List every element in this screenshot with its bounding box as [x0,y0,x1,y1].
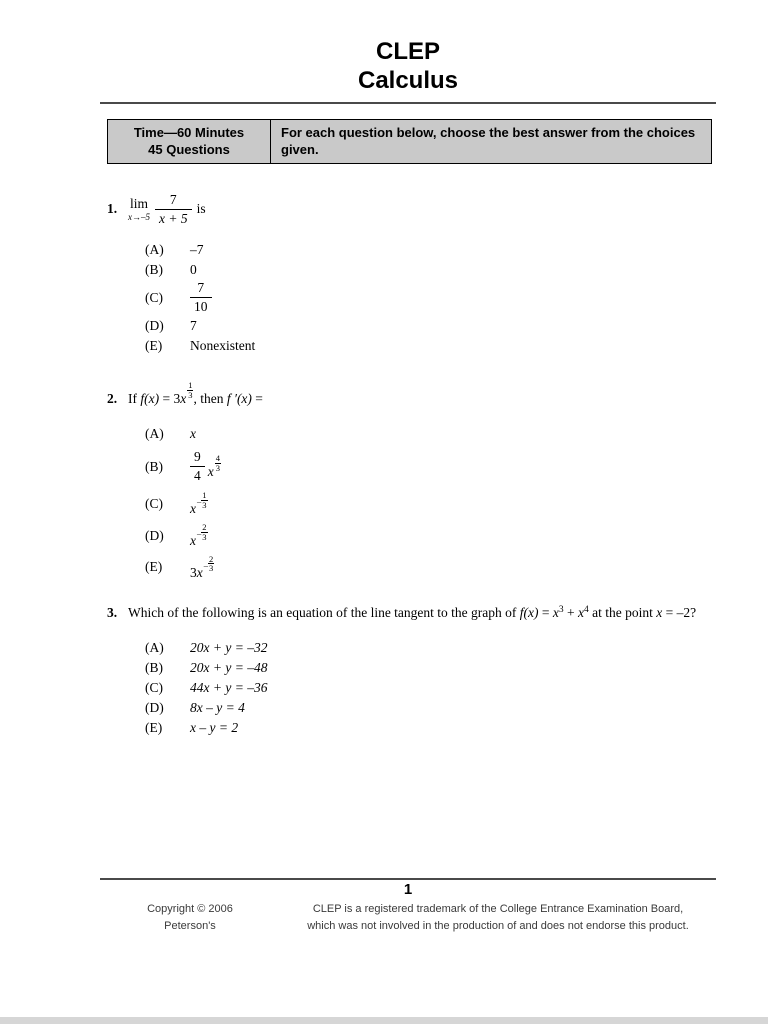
choice-row-c [145,491,738,517]
choice-value: 8x – y = 4 [190,699,245,715]
function-notation: f(x) [140,391,160,407]
choice-row-d [145,523,738,549]
function-notation: f(x) [519,605,539,621]
exponent-fraction [215,454,221,473]
stem-text: = [251,391,263,407]
mini-fraction [201,523,207,542]
instructions-text: For each question below, choose the best answer from the choices given. [281,124,696,158]
power-term [208,454,221,480]
stem-text: at the point [588,605,657,621]
page-footer [0,878,768,934]
exponent-numerator: 1 [202,489,207,500]
variable-x: x [578,605,585,621]
choice-row-e [145,555,738,581]
choice-value: 20x + y = –32 [190,639,268,655]
fraction-denominator: 4 [194,468,201,484]
stem-tail-text: is [196,201,206,217]
variable-x: x [552,605,559,621]
stem-text: Which of the following is an equation of the line tangent to the graph of [128,605,520,621]
exponent-numerator: 1 [188,380,193,391]
choice-value: 7 [190,317,197,333]
variable-x: x [196,564,203,580]
mini-fraction [201,491,207,510]
question-2-stem [107,381,738,411]
question-3-choices [145,638,738,737]
choice-label: (A) [145,639,164,655]
variable-x: x [190,500,196,516]
time-and-count-cell [108,120,271,163]
fraction-denominator: 10 [194,299,208,315]
choice-value: Nonexistent [190,337,256,353]
question-1-number: 1. [107,201,118,217]
question-2-number: 2. [107,391,118,407]
question-3 [107,602,738,737]
scan-bottom-edge [0,1017,768,1024]
trademark-block [280,901,716,934]
lim-subscript: x→–5 [128,211,150,222]
question-3-stem [107,602,738,625]
exponent-numerator: 2 [209,553,214,564]
choice-value [190,523,208,549]
title-line-2: Calculus [357,66,459,94]
choice-row-c [145,280,738,315]
choice-label: (B) [145,659,163,675]
choice-row-b [145,449,738,484]
fraction-numerator: 7 [155,192,192,210]
publisher-line: Peterson's [164,919,216,932]
fraction [155,192,192,227]
question-2-stem-text [128,381,263,411]
limit-expression [128,192,206,227]
exponent-denominator: 3 [215,462,220,473]
question-3-stem-text [128,602,696,625]
coefficient: 3 [190,564,197,580]
exam-header-box [107,119,712,164]
choice-row-a [145,240,738,259]
stem-text: If [128,391,141,407]
choice-value [190,555,214,581]
limit-operator [128,197,150,222]
trademark-line-1: CLEP is a registered trademark of the College Entrance Examination Board, [312,903,684,915]
exponent: 3 [558,605,564,616]
variable-x: x [656,605,663,621]
fraction-numerator: 9 [190,449,205,467]
exponent-denominator: 3 [188,390,193,401]
exponent-numerator: 4 [215,453,220,464]
choice-label: (E) [145,337,163,353]
stem-text: = [538,605,553,621]
choice-label: (B) [145,261,163,277]
stem-text: + [563,605,579,621]
choice-row-e [145,336,738,355]
choice-label: (E) [145,559,163,575]
power-term [190,491,208,517]
fraction-denominator: x + 5 [159,210,188,226]
fraction-numerator: 7 [190,280,212,298]
stem-text: , then [193,391,227,407]
document-title [100,0,716,96]
choice-label: (D) [145,699,164,715]
footer-horizontal-rule [100,878,716,880]
choice-row-d [145,698,738,717]
question-1-choices [145,240,738,355]
choice-label: (D) [145,317,164,333]
choice-label: (B) [145,458,163,474]
title-line-1: CLEP [375,38,440,65]
choice-label: (E) [145,719,163,735]
question-1-stem [107,192,738,227]
trademark-line-2: which was not involved in the production of and does not endorse this product. [307,919,689,932]
top-horizontal-rule [100,102,716,104]
power-term [190,523,208,549]
choice-label: (A) [145,425,164,441]
choice-row-b [145,260,738,279]
choice-row-b [145,658,738,677]
choice-value: 44x + y = –36 [190,679,268,695]
exponent-denominator: 3 [202,531,207,542]
footer-text-columns [100,901,716,934]
choice-value: 20x + y = –48 [190,659,268,675]
exponent-sign: – [197,527,202,538]
stem-text: = –2? [662,605,697,621]
exponent-numerator: 2 [202,521,207,532]
choice-label: (D) [145,527,164,543]
choice-value: x [190,425,196,441]
choice-label: (C) [145,495,163,511]
question-3-number: 3. [107,605,118,621]
copyright-block [100,901,280,934]
choice-value [190,491,208,517]
stem-text: = 3 [159,391,181,407]
variable-x: x [180,391,187,407]
copyright-line: Copyright © 2006 [147,903,233,915]
mini-fraction [208,555,214,574]
exponent-fraction [197,523,208,542]
choice-row-c [145,678,738,697]
choice-label: (C) [145,679,163,695]
questions-section [107,192,738,738]
variable-x: x [190,532,196,548]
variable-x: x [207,463,214,479]
power-term [190,555,214,581]
exponent-sign: – [203,559,208,570]
mini-fraction [215,454,221,473]
exponent: 4 [584,605,589,616]
exponent-denominator: 3 [202,499,207,510]
lim-word: lim [129,196,148,212]
choice-value [190,449,221,484]
exponent-sign: – [197,495,202,506]
choice-row-a [145,424,738,443]
exponent-fraction [204,555,215,574]
choice-value: –7 [190,241,204,257]
choice-value: 0 [190,261,197,277]
exponent-denominator: 3 [209,563,214,574]
question-2-choices [145,424,738,580]
choice-value [190,280,212,315]
fraction [190,280,212,315]
choice-value: x – y = 2 [190,719,239,735]
question-2 [107,381,738,580]
choice-row-d [145,316,738,335]
choice-label: (C) [145,289,163,305]
choice-row-e [145,718,738,737]
exponent-fraction [197,491,208,510]
fraction [190,449,205,484]
choice-label: (A) [145,241,164,257]
question-1 [107,192,738,356]
question-count-text: 45 Questions [148,142,230,158]
time-limit-text: Time—60 Minutes [133,124,245,140]
derivative-notation: f ′(x) [226,391,252,407]
page-number: 1 [403,881,413,898]
choice-row-a [145,638,738,657]
